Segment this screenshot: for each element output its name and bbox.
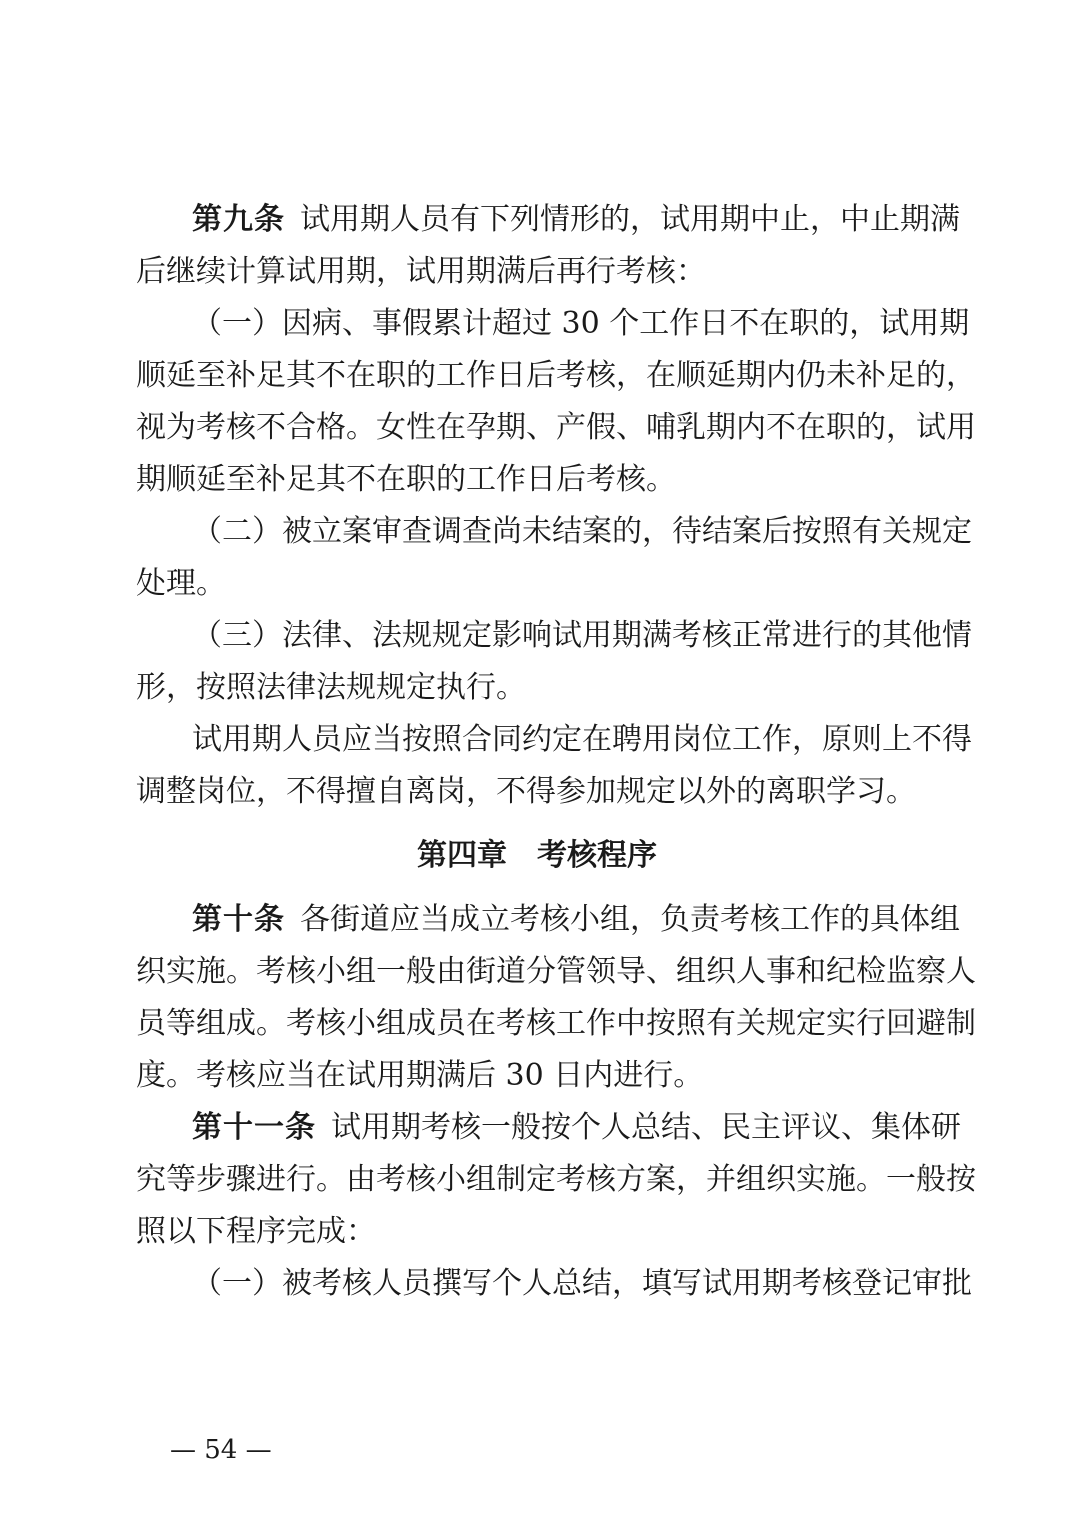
article-9-item-1-line-2: 顺延至补足其不在职的工作日后考核，在顺延期内仍未补足的， — [136, 358, 976, 393]
chapter-heading: 第四章 考核程序 — [417, 838, 657, 873]
article-11-text-1: 试用期考核一般按个人总结、民主评议、集体研 — [331, 1110, 961, 1145]
article-9-item-3-line-1: （三）法律、法规规定影响试用期满考核正常进行的其他情 — [192, 618, 972, 653]
article-10-text-1: 各街道应当成立考核小组，负责考核工作的具体组 — [300, 902, 960, 937]
article-9-item-1-line-3: 视为考核不合格。女性在孕期、产假、哺乳期内不在职的，试用 — [136, 410, 976, 445]
article-9-item-1-line-4: 期顺延至补足其不在职的工作日后考核。 — [136, 462, 676, 497]
article-9-closing-line-1: 试用期人员应当按照合同约定在聘用岗位工作，原则上不得 — [192, 722, 972, 757]
article-11-item-1-line-1: （一）被考核人员撰写个人总结，填写试用期考核登记审批 — [192, 1266, 972, 1301]
article-11-text-2: 究等步骤进行。由考核小组制定考核方案，并组织实施。一般按 — [136, 1162, 976, 1197]
article-10-text-2: 织实施。考核小组一般由街道分管领导、组织人事和纪检监察人 — [136, 954, 976, 989]
article-9-item-2-line-2: 处理。 — [136, 566, 226, 601]
article-9-item-3-line-2: 形，按照法律法规规定执行。 — [136, 670, 526, 705]
article-9-item-2-line-1: （二）被立案审查调查尚未结案的，待结案后按照有关规定 — [192, 514, 972, 549]
article-10-text-3: 员等组成。考核小组成员在考核工作中按照有关规定实行回避制 — [136, 1006, 976, 1041]
article-9-first-line — [192, 200, 960, 240]
article-9-closing-line-2: 调整岗位，不得擅自离岗，不得参加规定以外的离职学习。 — [136, 774, 916, 809]
article-9-heading: 第九条 — [192, 202, 285, 237]
article-9-text-2: 后继续计算试用期，试用期满后再行考核： — [136, 254, 706, 289]
article-10-text-4: 度。考核应当在试用期满后 30 日内进行。 — [136, 1058, 704, 1093]
article-11-text-3: 照以下程序完成： — [136, 1214, 376, 1249]
article-9-text-1: 试用期人员有下列情形的，试用期中止，中止期满 — [300, 202, 960, 237]
article-10-first-line — [192, 900, 960, 940]
article-9-item-1-line-1: （一）因病、事假累计超过 30 个工作日不在职的，试用期 — [192, 306, 970, 341]
page-number: — 54 — — [170, 1435, 272, 1465]
article-11-first-line — [192, 1108, 961, 1148]
article-11-heading: 第十一条 — [192, 1110, 316, 1145]
article-10-heading: 第十条 — [192, 902, 285, 937]
